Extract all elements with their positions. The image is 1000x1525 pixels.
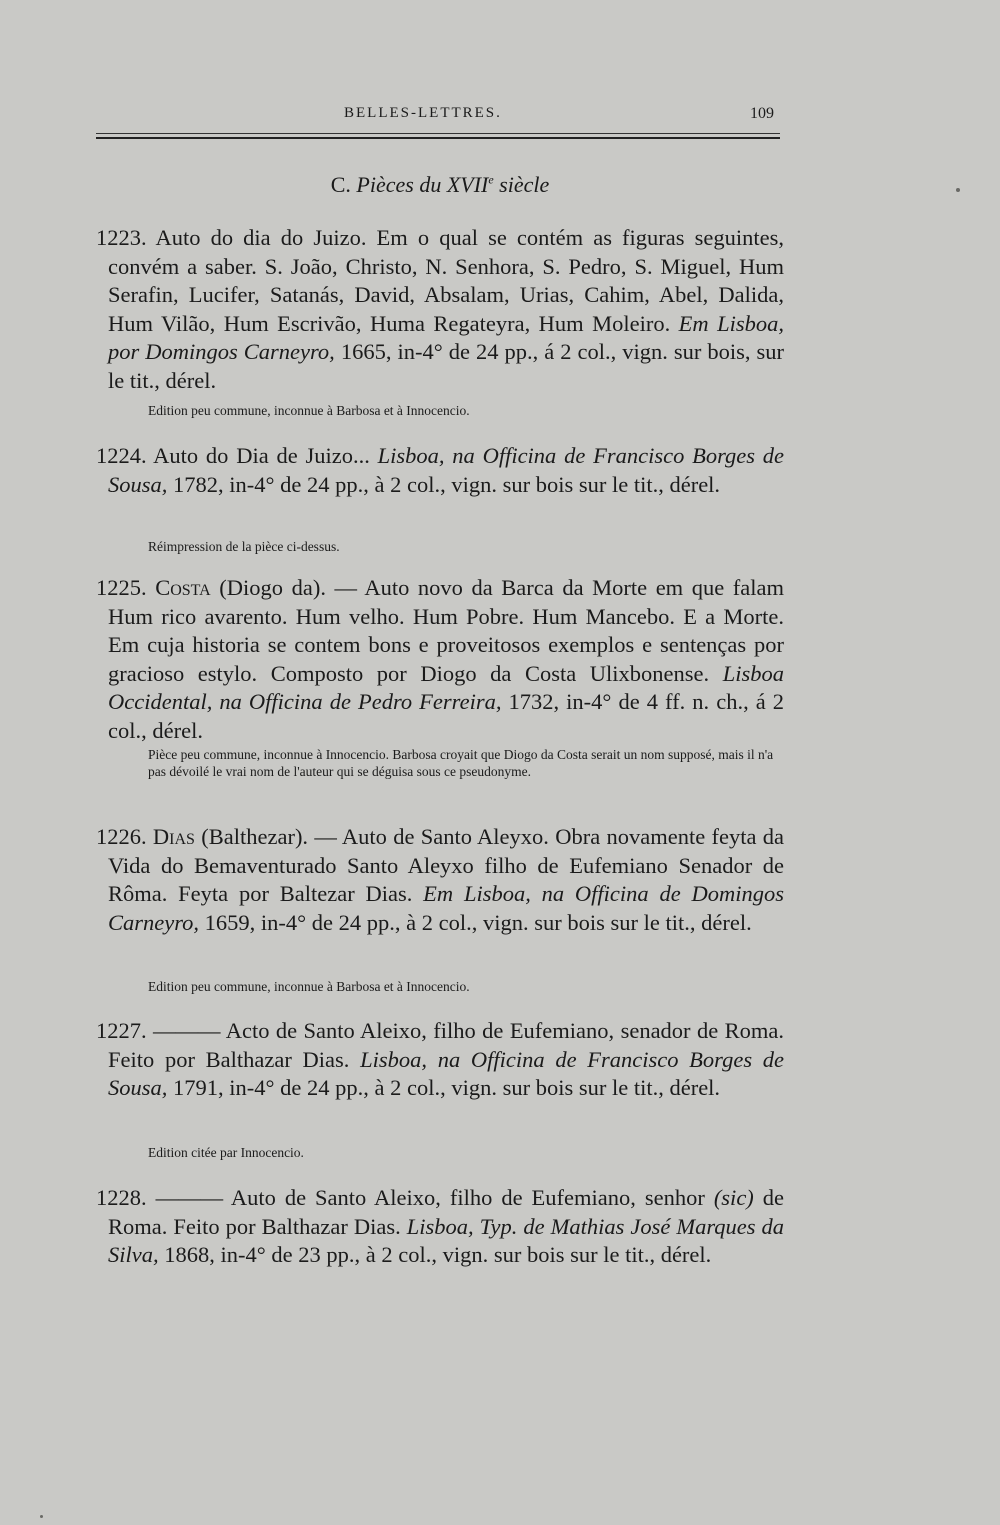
entry-1223: [96, 224, 785, 396]
entry-1224: [96, 442, 785, 499]
page-header: [96, 105, 780, 145]
running-title: BELLES-LETTRES.: [344, 105, 502, 121]
entry-details: 1791, in-4° de 24 pp., à 2 col., vign. sur bois sur le tit., dérel.: [173, 1075, 721, 1101]
entry-note-1224: Réimpression de la pièce ci-dessus.: [148, 539, 340, 554]
header-rule-thick: [96, 137, 780, 139]
entry-text: (Diogo da). — Auto novo da Barca da Morte em que falam Hum rico avarento. Hum velho. Hum Pobre. Hum Mancebo. E a Morte. Em cuja historia se contem bons e proveitosos exemplos e sentenças por gracioso estylo. Composto por Diogo da Costa Ulixbonense.: [108, 575, 785, 686]
paper-speck: [40, 1515, 43, 1518]
entry-imprint: Em Lisboa, por Domingos Carneyro,: [108, 310, 785, 365]
entry-sic: (sic): [713, 1185, 754, 1210]
entry-imprint: Lisboa, Typ. de Mathias José Marques da Silva,: [108, 1213, 785, 1268]
entry-details: 1659, in-4° de 24 pp., à 2 col., vign. sur bois sur le tit., dérel.: [204, 909, 752, 935]
entry-1225: [96, 574, 785, 746]
section-title-c: siècle: [499, 172, 550, 197]
entry-imprint: Lisboa Occidental, na Officina de Pedro Ferreira,: [108, 660, 785, 715]
entry-1226: [96, 823, 785, 937]
header-rule: [96, 133, 780, 134]
entry-imprint: Em Lisboa, na Officina de Domingos Carneyro,: [108, 881, 785, 935]
entry-text: (Balthezar). — Auto de Santo Aleyxo. Obra novamente feyta da Vida do Bemaventurado Santo Aleyxo filho de Eufemiano Senador de Rôma. Feyta por Baltezar Dias.: [108, 824, 784, 907]
section-prefix: C.: [330, 172, 351, 197]
entry-details: 1782, in-4° de 24 pp., à 2 col., vign. sur bois sur le tit., dérel.: [173, 471, 721, 497]
author-name: Costa: [155, 575, 211, 600]
section-title-a: Pièces du: [356, 172, 442, 197]
entry-number: 1228.: [96, 1185, 147, 1210]
section-sup: e: [488, 172, 494, 187]
entry-text: Auto do Dia de Juizo...: [153, 443, 370, 468]
entry-text: ——— Auto de Santo Aleixo, filho de Eufemiano, senhor: [155, 1185, 705, 1210]
entry-details: 1868, in-4° de 23 pp., à 2 col., vign. sur bois sur le tit., dérel.: [164, 1242, 712, 1268]
entry-text: ——— Acto de Santo Aleixo, filho de Eufemiano, senador de Roma. Feito por Balthazar Dias.: [108, 1018, 784, 1072]
entry-number: 1226.: [96, 824, 147, 849]
page-number: 109: [750, 105, 774, 122]
entry-note-1223: Edition peu commune, inconnue à Barbosa et à Innocencio.: [148, 403, 470, 418]
entry-note-1226: Edition peu commune, inconnue à Barbosa et à Innocencio.: [148, 979, 470, 994]
section-title-b: XVII: [446, 172, 489, 197]
author-name: Dias: [152, 824, 195, 849]
entry-note-1227: Edition citée par Innocencio.: [148, 1145, 304, 1160]
entry-details: 1665, in-4° de 24 pp., á 2 col., vign. sur bois, sur le tit., dérel.: [108, 339, 784, 393]
section-heading: [0, 172, 880, 198]
entry-1227: [96, 1017, 785, 1103]
entry-number: 1224.: [96, 443, 147, 468]
entry-imprint: Lisboa, na Officina de Francisco Borges de Sousa,: [108, 443, 785, 497]
entry-text-cont: de Roma. Feito por Balthazar Dias.: [108, 1185, 785, 1239]
entry-number: 1227.: [96, 1018, 147, 1043]
entry-number: 1223.: [96, 225, 147, 250]
entry-imprint: Lisboa, na Officina de Francisco Borges de Sousa,: [108, 1046, 785, 1101]
paper-speck: [956, 188, 960, 192]
entry-note-1225: Pièce peu commune, inconnue à Innocencio. Barbosa croyait que Diogo da Costa serait un nom supposé, mais il n'a pas dévoilé le vrai nom de l'auteur qui se déguisa sous ce pseudonyme.: [148, 747, 774, 779]
entry-details: 1732, in-4° de 4 ff. n. ch., á 2 col., dérel.: [108, 689, 785, 743]
entry-1228: [96, 1184, 785, 1270]
entry-text: Auto do dia do Juizo. Em o qual se contém as figuras seguintes, convém a saber. S. João, Christo, N. Senhora, S. Pedro, S. Miguel, Hum Serafin, Lucifer, Satanás, David, Absalam, Urias, Cahim, Abel, Dalida, Hum Vilão, Hum Escrivão, Huma Regateyra, Hum Moleiro.: [108, 225, 784, 336]
entry-number: 1225.: [96, 575, 147, 600]
